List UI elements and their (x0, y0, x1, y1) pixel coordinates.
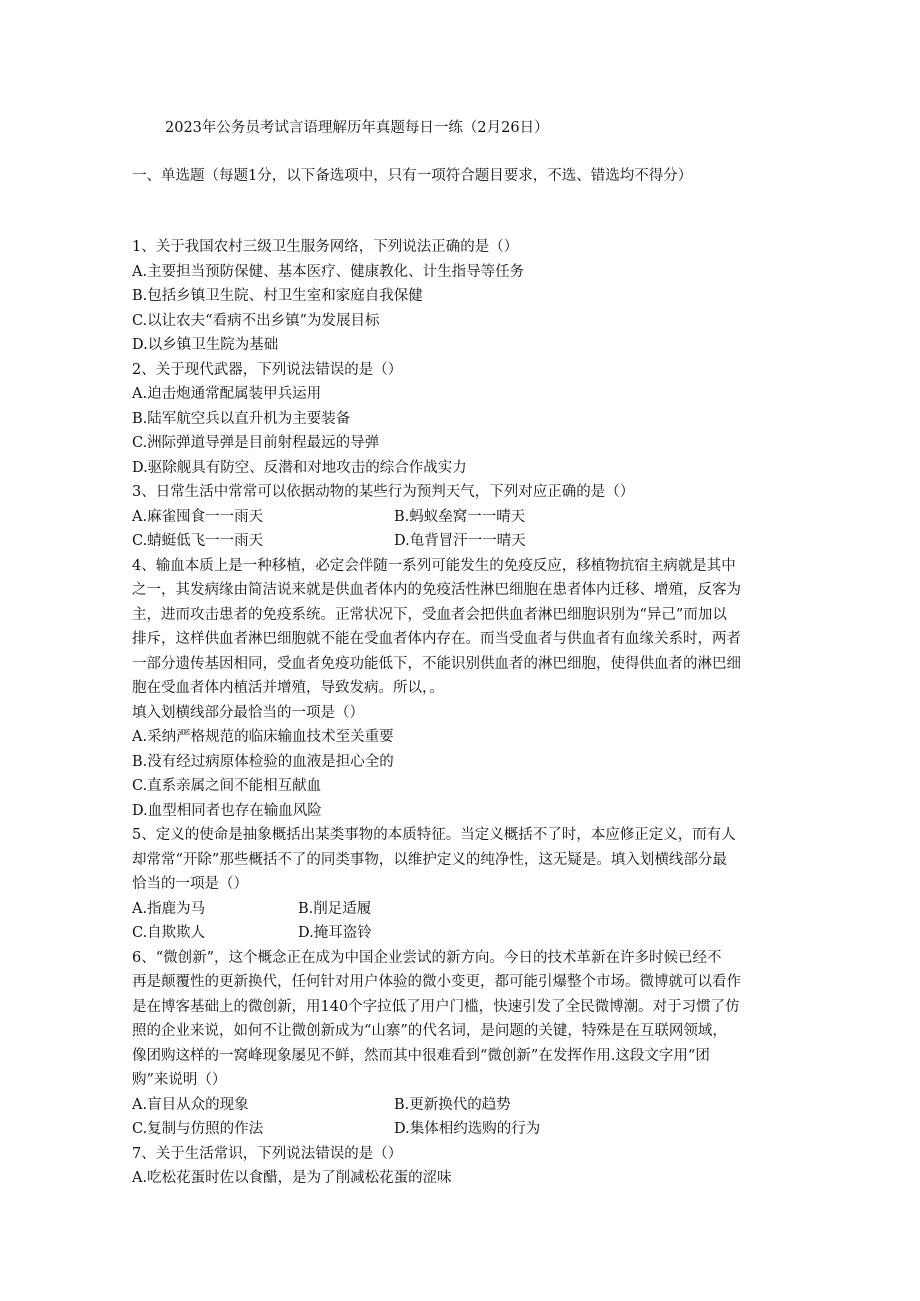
question-1-option-b: B.包括乡镇卫生院、村卫生室和家庭自我保健 (132, 288, 423, 304)
question-4-prompt: 填入划横线部分最恰当的一项是（） (132, 704, 364, 721)
question-4-stem-line: 4、输血本质上是一种移植，必定会伴随一系列可能发生的免疫反应，移植物抗宿主病就是其中 (132, 557, 736, 574)
question-5-stem-line: 恰当的一项是（） (132, 876, 248, 892)
question-6-stem-line: 照的企业来说，如何不让微创新成为“山寨”的代名词，是问题的关键，特殊是在互联网领域， (132, 1023, 727, 1039)
question-6-stem-line: 像团购这样的一窝峰现象屡见不鲜，然而其中很难看到“微创新”在发挥作用.这段文字用“团 (132, 1047, 710, 1064)
question-3-option-c: C.蜻蜓低飞一一雨天 (132, 533, 264, 549)
question-6-stem-line: 是在博客基础上的微创新，用140个字拉低了用户门槛，快速引发了全民微博潮。对于习惯了仿 (132, 998, 740, 1015)
question-5-option-b: B.削足适履 (298, 900, 372, 917)
question-2-stem: 2、关于现代武器，下列说法错误的是（） (132, 361, 403, 378)
question-5-stem-line: 5、定义的使命是抽象概括出某类事物的本质特征。当定义概括不了时，本应修正定义，而有人 (132, 827, 736, 843)
question-4-option-d: D.血型相同者也存在输血风险 (132, 802, 322, 819)
question-3-options-row-1 (132, 505, 787, 530)
question-4-stem-line: 胞在受血者体内植活并增殖，导致发病。所以，。 (132, 680, 444, 696)
question-6-options-row-2 (132, 1117, 787, 1142)
question-4-option-c: C.直系亲属之间不能相互献血 (132, 778, 322, 794)
question-4-stem-line: 排斥，这样供血者淋巴细胞就不能在受血者体内存在。而当受血者与供血者有血缘关系时，两者 (132, 631, 741, 647)
question-1-stem: 1、关于我国农村三级卫生服务网络，下列说法正确的是（） (132, 239, 519, 255)
question-5-option-c: C.自欺欺人 (132, 925, 206, 941)
question-3-option-b: B.蚂蚁垒窝一一晴天 (394, 508, 526, 525)
question-2-option-a: A.迫击炮通常配属装甲兵运用 (132, 386, 322, 402)
question-7-option-a: A.吃松花蛋时佐以食醋，是为了削减松花蛋的涩味 (132, 1170, 452, 1186)
question-4-stem-line: 主，进而攻击患者的免疫系统。正常状况下，受血者会把供血者淋巴细胞识别为“异己”而加以 (132, 606, 727, 623)
question-list (132, 235, 787, 1191)
question-6-option-d: D.集体相约选购的行为 (394, 1121, 541, 1137)
question-4-stem-line: 一部分遗传基因相同，受血者免疫功能低下，不能识别供血者的淋巴细胞，使得供血者的淋巴细 (132, 655, 741, 672)
question-7-stem: 7、关于生活常识，下列说法错误的是（） (132, 1145, 403, 1162)
question-2-option-b: B.陆军航空兵以直升机为主要装备 (132, 410, 351, 427)
question-6-stem-line: 购”来说明（） (132, 1072, 227, 1088)
question-6-option-a: A.盲目从众的现象 (132, 1096, 249, 1113)
question-5-option-a: A.指鹿为马 (132, 900, 206, 917)
question-5-option-d: D.掩耳盗铃 (298, 925, 372, 941)
question-1-option-c: C.以让农夫“看病不出乡镇”为发展目标 (132, 312, 380, 329)
question-3-option-d: D.龟背冒汗一一晴天 (394, 533, 526, 549)
question-3-options-row-2 (132, 529, 787, 554)
section-heading: 一、单选题（每题1分，以下备选项中，只有一项符合题目要求，不选、错选均不得分） (132, 168, 693, 184)
question-6-stem-line: 6、“微创新”，这个概念正在成为中国企业尝试的新方向。今日的技术革新在许多时候已经不 (132, 949, 722, 966)
document-title: 2023年公务员考试言语理解历年真题每日一练（2月26日） (165, 120, 549, 136)
question-5-options-row-1 (132, 897, 787, 922)
question-3-option-a: A.麻雀囤食一一雨天 (132, 508, 264, 525)
question-2-option-d: D.驱除舰具有防空、反潜和对地攻击的综合作战实力 (132, 459, 467, 476)
question-2-option-c: C.洲际弹道导弹是目前射程最远的导弹 (132, 435, 380, 451)
question-6-stem-line: 再是颠覆性的更新换代，任何针对用户体验的微小变更，都可能引爆整个市场。微博就可以看作 (132, 974, 741, 990)
question-1-option-a: A.主要担当预防保健、基本医疗、健康教化、计生指导等任务 (132, 263, 525, 280)
question-4-option-a: A.采纳严格规范的临床输血技术至关重要 (132, 729, 394, 745)
question-3-stem: 3、日常生活中常常可以依据动物的某些行为预判天气，下列对应正确的是（） (132, 484, 635, 500)
question-6-option-b: B.更新换代的趋势 (394, 1096, 511, 1113)
question-4-option-b: B.没有经过病原体检验的血液是担心全的 (132, 753, 394, 770)
question-1-option-d: D.以乡镇卫生院为基础 (132, 337, 279, 353)
question-6-option-c: C.复制与仿照的作法 (132, 1121, 264, 1137)
question-5-stem-line: 却常常“开除”那些概括不了的同类事物，以维护定义的纯净性，这无疑是。填入划横线部分最 (132, 851, 727, 868)
question-4-stem-line: 之一，其发病缘由简洁说来就是供血者体内的免疫活性淋巴细胞在患者体内迁移、增殖，反客为 (132, 582, 741, 598)
question-6-options-row-1 (132, 1093, 787, 1118)
question-5-options-row-2 (132, 921, 787, 946)
